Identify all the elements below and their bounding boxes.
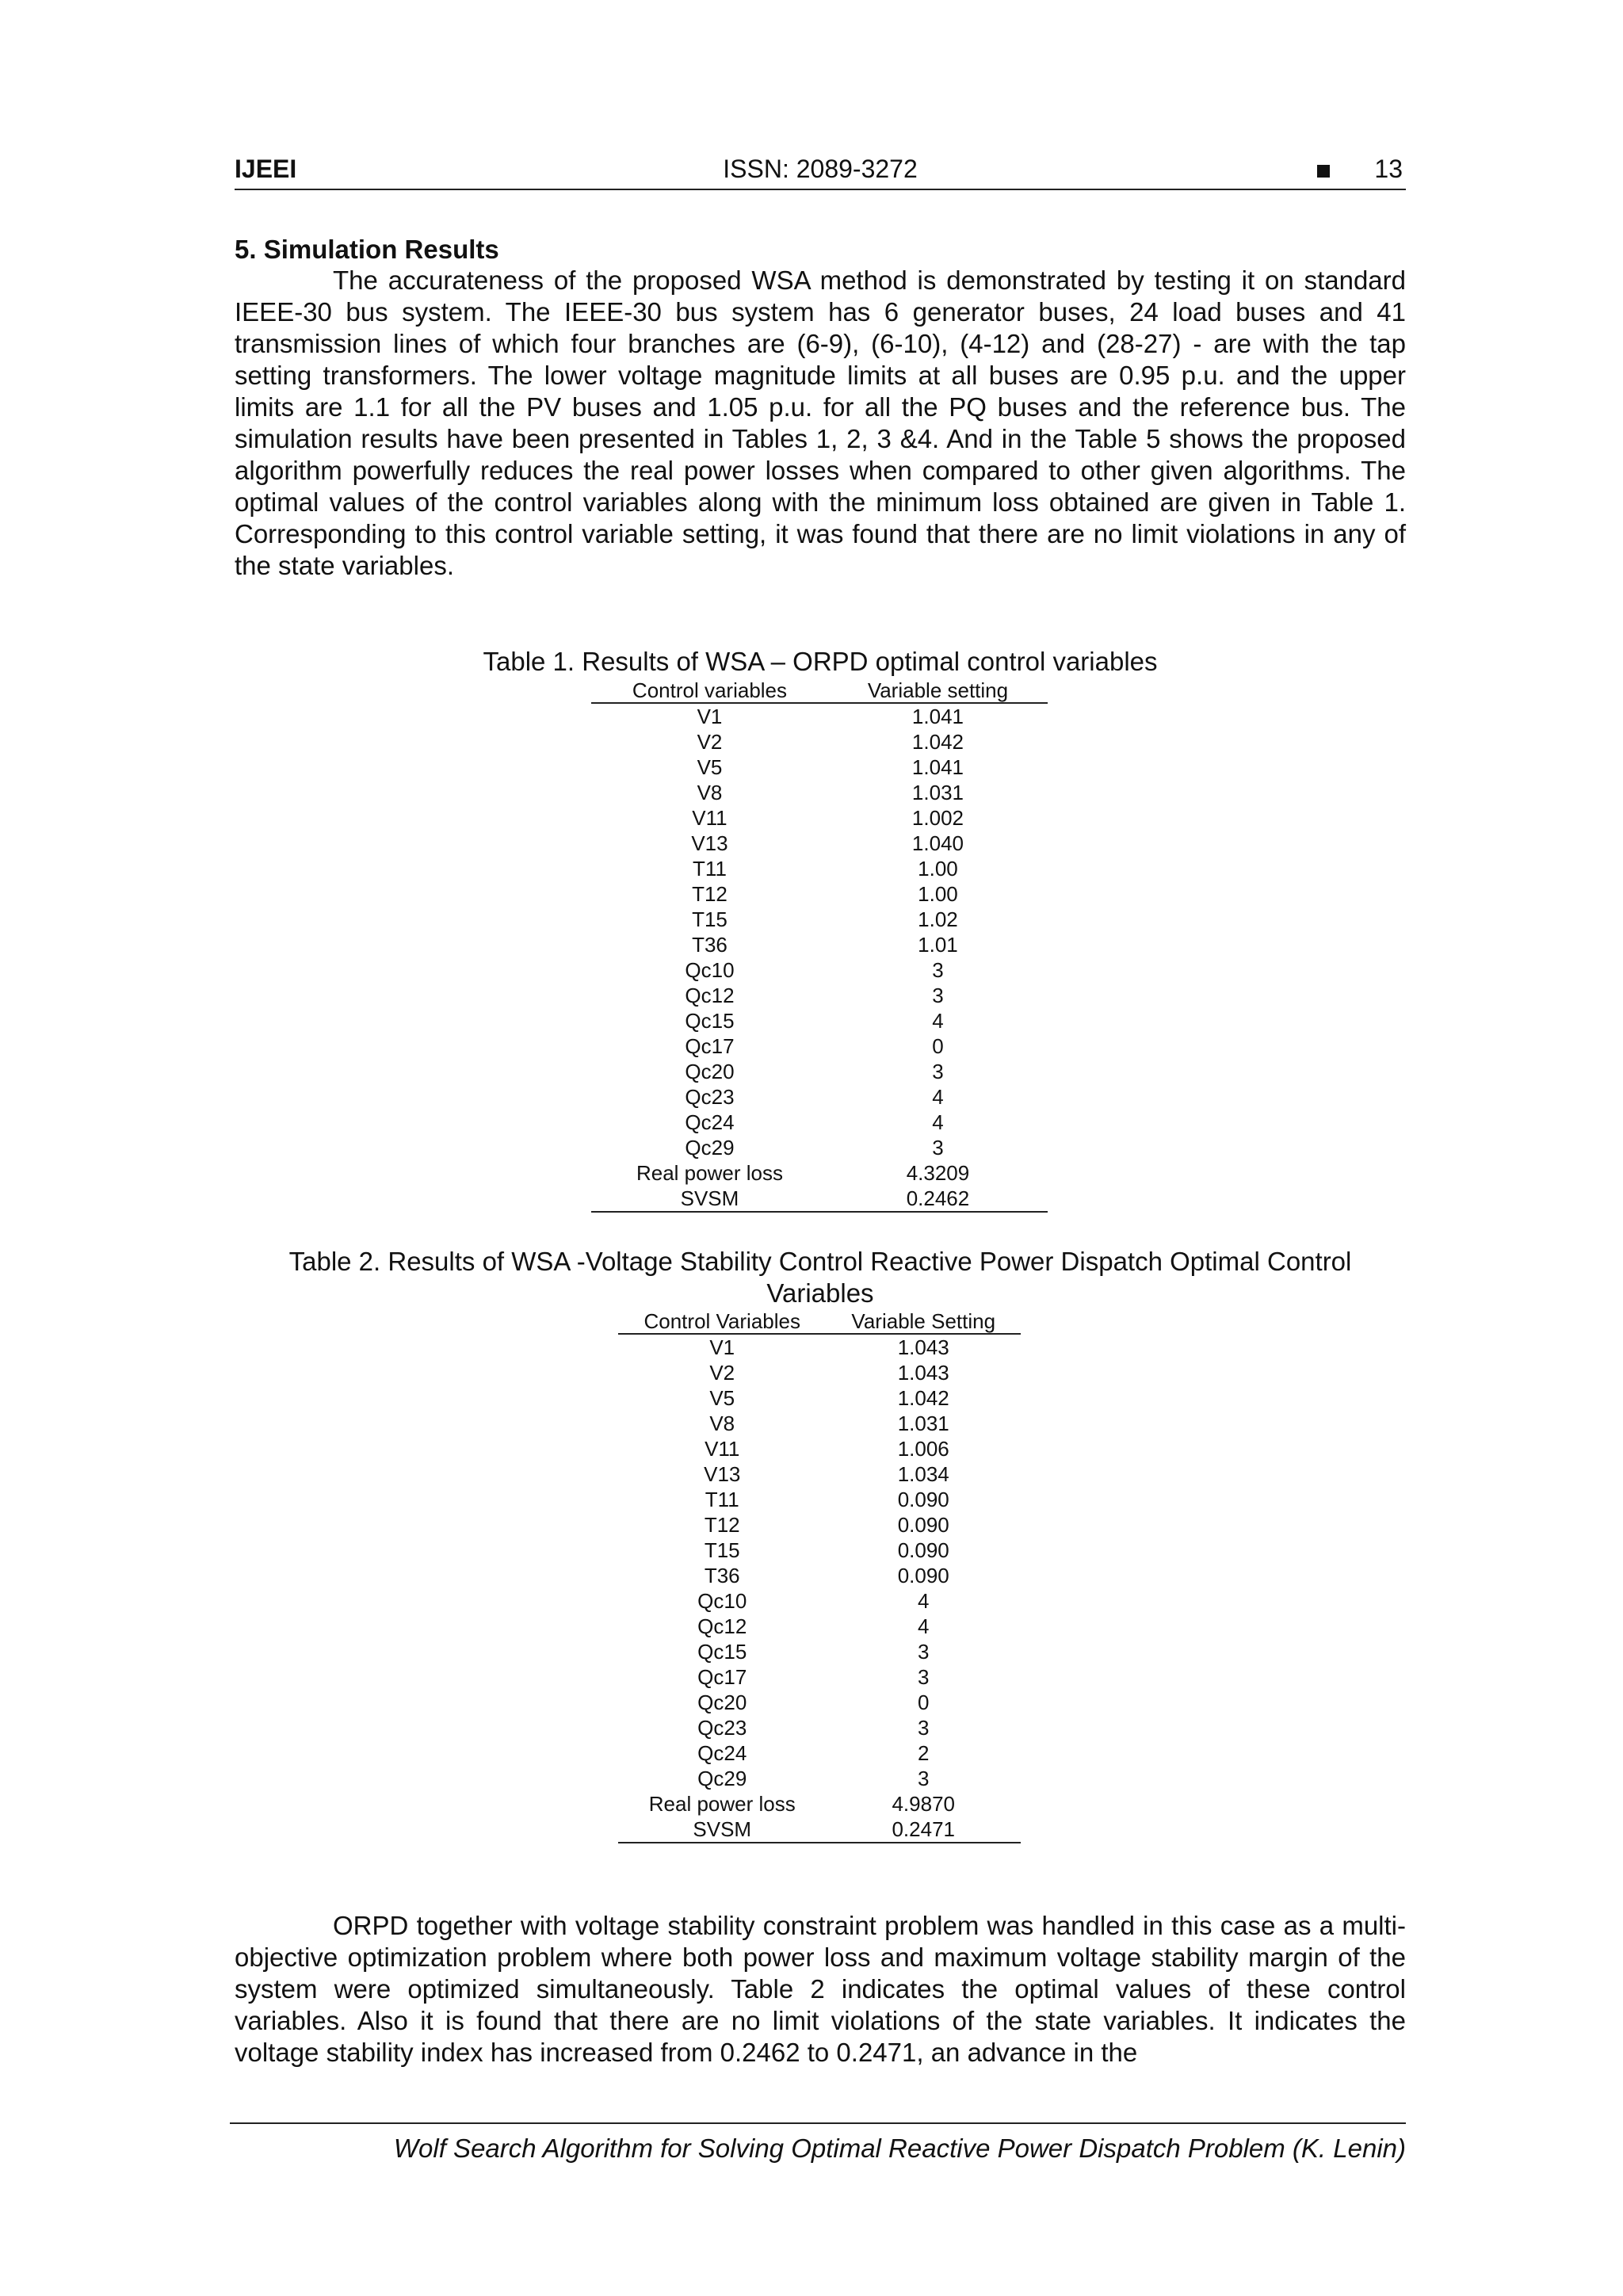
table1-col-control: Control variables — [591, 678, 828, 703]
control-variable-cell: T11 — [705, 1488, 739, 1511]
control-variable-cell: SVSM — [591, 1186, 828, 1212]
variable-setting-cell: 0.090 — [897, 1564, 949, 1587]
table-row — [591, 1186, 1048, 1212]
table-row — [618, 1740, 1021, 1766]
table-row — [618, 1715, 1021, 1740]
variable-setting-cell: 0.2462 — [828, 1186, 1048, 1212]
variable-setting-cell: 4 — [932, 1009, 944, 1033]
control-variable-cell: Qc17 — [697, 1665, 747, 1689]
variable-setting-cell: 1.043 — [897, 1361, 949, 1385]
variable-setting-cell: 4.9870 — [892, 1792, 955, 1816]
variable-setting-cell: 3 — [918, 1665, 930, 1689]
table-row — [591, 907, 1048, 932]
table-row — [618, 1588, 1021, 1614]
table2-body — [618, 1334, 1021, 1843]
variable-setting-cell: 3 — [932, 958, 944, 982]
variable-setting-cell: 1.031 — [911, 781, 964, 804]
control-variable-cell: V11 — [705, 1437, 740, 1461]
table1 — [591, 678, 1048, 1213]
control-variable-cell: Qc29 — [697, 1767, 747, 1790]
table-row — [591, 831, 1048, 856]
table-row — [618, 1817, 1021, 1843]
table-row — [591, 703, 1048, 729]
control-variable-cell: Qc20 — [685, 1060, 735, 1083]
table-row — [618, 1385, 1021, 1411]
table-row — [618, 1436, 1021, 1461]
variable-setting-cell: 3 — [918, 1716, 930, 1740]
control-variable-cell: V5 — [697, 755, 723, 779]
table2-header-row — [618, 1309, 1021, 1334]
variable-setting-cell: 1.041 — [911, 755, 964, 779]
table-row — [618, 1538, 1021, 1563]
variable-setting-cell: 3 — [918, 1640, 930, 1664]
control-variable-cell: Qc23 — [697, 1716, 747, 1740]
control-variable-cell: Qc29 — [685, 1136, 735, 1159]
variable-setting-cell: 1.043 — [897, 1335, 949, 1359]
variable-setting-cell: 0 — [918, 1690, 930, 1714]
control-variable-cell: T11 — [693, 857, 727, 881]
variable-setting-cell: 1.00 — [918, 882, 958, 906]
table2-col-control: Control Variables — [618, 1309, 826, 1334]
variable-setting-cell: 4.3209 — [906, 1161, 970, 1185]
table-row — [591, 1160, 1048, 1186]
variable-setting-cell: 0.090 — [897, 1538, 949, 1562]
table-row — [591, 780, 1048, 805]
table-row — [591, 1084, 1048, 1110]
issn-label: ISSN: 2089-3272 — [723, 155, 918, 183]
variable-setting-cell: 0.090 — [897, 1488, 949, 1511]
table-row — [591, 881, 1048, 907]
control-variable-cell: V8 — [709, 1412, 735, 1435]
variable-setting-cell: 4 — [918, 1614, 930, 1638]
control-variable-cell: V13 — [704, 1462, 741, 1486]
control-variable-cell: V2 — [697, 730, 723, 754]
control-variable-cell: T36 — [692, 933, 727, 957]
variable-setting-cell: 3 — [932, 1136, 944, 1159]
variable-setting-cell: 1.042 — [897, 1386, 949, 1410]
table2 — [618, 1309, 1021, 1843]
control-variable-cell: V8 — [697, 781, 723, 804]
paragraph-simulation-results: The accurateness of the proposed WSA method is demonstrated by testing it on standard IEEE-30 bus system. The IEEE-30 bus system has 6 generator buses, 24 load buses and 41 transmission lines of which four branches are (6-9), (6-10), (4-12) and (28-27) - are with the tap setting transformers. The lower voltage magnitude limits at all buses are 0.95 p.u. and the upper limits are 1.1 for all the PV buses and 1.05 p.u. for all the PQ buses and the reference bus. The simulation results have been presented in Tables 1, 2, 3 &4. And in the Table 5 shows the proposed algorithm powerfully reduces the real power losses when compared to other given algorithms. The optimal values of the control variables along with the minimum loss obtained are given in Table 1. Corresponding to this control variable setting, it was found that there are no limit violations in any of the state variables. — [235, 266, 1406, 580]
variable-setting-cell: 0.2471 — [826, 1817, 1021, 1843]
control-variable-cell: V5 — [709, 1386, 735, 1410]
variable-setting-cell: 1.040 — [911, 831, 964, 855]
control-variable-cell: Qc23 — [685, 1085, 735, 1109]
variable-setting-cell: 1.031 — [897, 1412, 949, 1435]
control-variable-cell: Qc15 — [685, 1009, 735, 1033]
table-row — [591, 932, 1048, 957]
table-row — [591, 1033, 1048, 1059]
page-number: 13 — [1374, 155, 1403, 183]
table-row — [591, 856, 1048, 881]
table-row — [618, 1664, 1021, 1690]
table1-col-setting: Variable setting — [828, 678, 1048, 703]
table-row — [591, 1008, 1048, 1033]
variable-setting-cell: 1.02 — [918, 907, 958, 931]
table2-caption: Table 2. Results of WSA -Voltage Stability Control Reactive Power Dispatch Optimal Control Variables — [288, 1247, 1352, 1308]
table-row — [618, 1360, 1021, 1385]
variable-setting-cell: 4 — [932, 1110, 944, 1134]
variable-setting-cell: 1.002 — [911, 806, 964, 830]
control-variable-cell: Qc12 — [685, 984, 735, 1007]
variable-setting-cell: 1.042 — [911, 730, 964, 754]
variable-setting-cell: 4 — [932, 1085, 944, 1109]
table-row — [591, 1110, 1048, 1135]
table-row — [618, 1487, 1021, 1512]
variable-setting-cell: 1.01 — [918, 933, 958, 957]
paragraph-orpd-voltage-stability: ORPD together with voltage stability constraint problem was handled in this case as a multi-objective optimization problem where both power loss and maximum voltage stability margin of the system were optimized simultaneously. Table 2 indicates the optimal values of these control variables. Also it is found that there are no limit violations of the state variables. It indicates the voltage stability index has increased from 0.2462 to 0.2471, an advance in the — [235, 1911, 1406, 2067]
table-row — [618, 1690, 1021, 1715]
table-row — [618, 1639, 1021, 1664]
variable-setting-cell: 1.006 — [897, 1437, 949, 1461]
variable-setting-cell: 2 — [918, 1741, 930, 1765]
table-row — [591, 983, 1048, 1008]
control-variable-cell: T12 — [692, 882, 727, 906]
table-row — [618, 1334, 1021, 1360]
control-variable-cell: Real power loss — [648, 1792, 796, 1816]
variable-setting-cell: 1.034 — [897, 1462, 949, 1486]
table-row — [591, 755, 1048, 780]
control-variable-cell: T36 — [704, 1564, 740, 1587]
table2-col-setting: Variable Setting — [826, 1309, 1021, 1334]
control-variable-cell: SVSM — [618, 1817, 826, 1843]
control-variable-cell: Qc12 — [697, 1614, 747, 1638]
section-title: 5. Simulation Results — [235, 235, 499, 264]
square-bullet-icon — [1317, 165, 1330, 178]
variable-setting-cell: 3 — [932, 984, 944, 1007]
control-variable-cell: Qc15 — [697, 1640, 747, 1664]
control-variable-cell: Qc24 — [685, 1110, 735, 1134]
table-row — [618, 1411, 1021, 1436]
variable-setting-cell: 4 — [918, 1589, 930, 1613]
table-row — [618, 1461, 1021, 1487]
control-variable-cell: Qc20 — [697, 1690, 747, 1714]
control-variable-cell: Qc24 — [697, 1741, 747, 1765]
control-variable-cell: V1 — [697, 705, 723, 728]
table1-caption: Table 1. Results of WSA – ORPD optimal control variables — [483, 647, 1158, 676]
control-variable-cell: V13 — [691, 831, 728, 855]
table-row — [591, 729, 1048, 755]
table1-header-row — [591, 678, 1048, 703]
variable-setting-cell: 1.00 — [918, 857, 958, 881]
table-row — [591, 1135, 1048, 1160]
control-variable-cell: V11 — [692, 806, 727, 830]
table-row — [618, 1512, 1021, 1538]
variable-setting-cell: 0 — [932, 1034, 944, 1058]
table-row — [591, 805, 1048, 831]
variable-setting-cell: 3 — [918, 1767, 930, 1790]
table-row — [591, 957, 1048, 983]
table-row — [618, 1614, 1021, 1639]
table-row — [591, 1059, 1048, 1084]
page-header — [235, 155, 1406, 190]
variable-setting-cell: 0.090 — [897, 1513, 949, 1537]
control-variable-cell: V2 — [709, 1361, 735, 1385]
control-variable-cell: T12 — [704, 1513, 740, 1537]
control-variable-cell: Qc10 — [697, 1589, 747, 1613]
control-variable-cell: Real power loss — [636, 1161, 783, 1185]
control-variable-cell: Qc10 — [685, 958, 735, 982]
control-variable-cell: T15 — [704, 1538, 740, 1562]
variable-setting-cell: 3 — [932, 1060, 944, 1083]
table1-body — [591, 703, 1048, 1212]
page-footer: Wolf Search Algorithm for Solving Optimal Reactive Power Dispatch Problem (K. Lenin) — [230, 2122, 1406, 2164]
control-variable-cell: V1 — [709, 1335, 735, 1359]
variable-setting-cell: 1.041 — [911, 705, 964, 728]
control-variable-cell: T15 — [692, 907, 727, 931]
journal-name: IJEEI — [235, 155, 297, 183]
table-row — [618, 1563, 1021, 1588]
control-variable-cell: Qc17 — [685, 1034, 735, 1058]
table-row — [618, 1766, 1021, 1791]
table-row — [618, 1791, 1021, 1817]
